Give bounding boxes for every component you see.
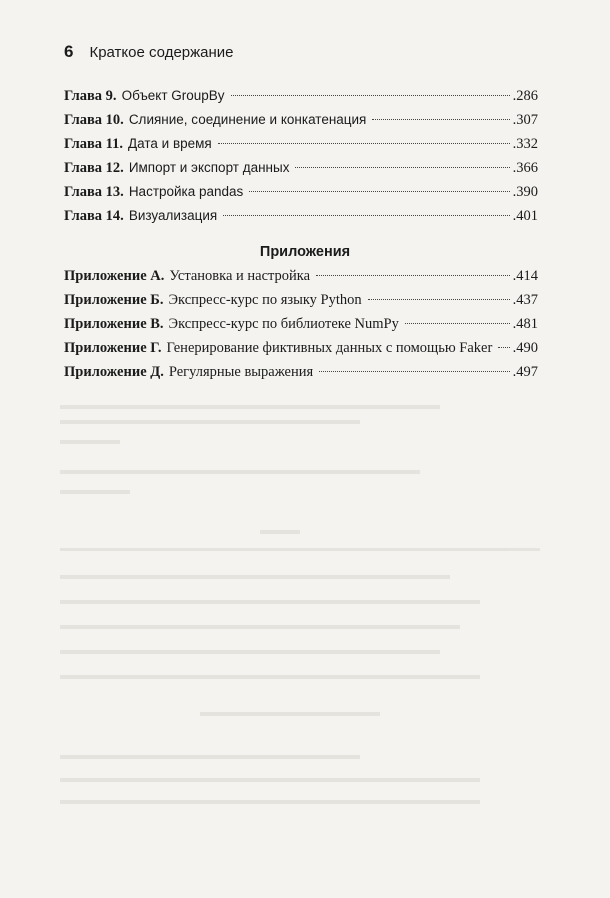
toc-entry[interactable] [64,112,538,136]
chapter-label: Глава 11. [64,136,124,152]
toc-entry[interactable] [64,136,538,160]
appendix-title: Регулярные выражения [168,364,314,380]
toc-entry[interactable] [64,268,538,292]
running-title: Краткое содержание [89,44,234,61]
chapter-label: Глава 13. [64,184,124,200]
page-reference: .286 [512,88,538,104]
chapter-title: Дата и время [128,136,212,151]
dot-leader [372,119,509,120]
toc-entry[interactable] [64,340,538,364]
page-header [64,42,234,64]
chapter-label: Глава 10. [64,112,124,128]
chapter-label: Глава 9. [64,88,117,104]
dot-leader [319,371,509,372]
chapter-title: Слияние, соединение и конкатенация [128,112,367,127]
chapter-list [64,88,538,232]
appendix-label: Приложение Д. [64,364,164,380]
toc-entry[interactable] [64,208,538,232]
chapter-title: Объект GroupBy [121,88,225,103]
dot-leader [316,275,510,276]
toc-entry[interactable] [64,316,538,340]
page-reference: .490 [512,340,538,356]
toc-entry[interactable] [64,292,538,316]
dot-leader [218,143,510,144]
page-number: 6 [64,42,74,61]
appendix-label: Приложение А. [64,268,165,284]
dot-leader [295,167,509,168]
toc-entry[interactable] [64,88,538,112]
chapter-title: Визуализация [128,208,218,223]
dot-leader [498,347,509,348]
appendix-label: Приложение В. [64,316,164,332]
toc-entry[interactable] [64,184,538,208]
page-reference: .401 [512,208,538,224]
dot-leader [223,215,509,216]
toc-entry[interactable] [64,160,538,184]
appendix-label: Приложение Б. [64,292,164,308]
appendix-title: Генерирование фиктивных данных с помощью Faker [166,340,493,356]
page-reference: .481 [512,316,538,332]
appendix-label: Приложение Г. [64,340,162,356]
appendix-title: Установка и настройка [169,268,311,284]
page-reference: .307 [512,112,538,128]
chapter-title: Импорт и экспорт данных [128,160,290,175]
chapter-label: Глава 12. [64,160,124,176]
dot-leader [249,191,509,192]
page-reference: .366 [512,160,538,176]
dot-leader [405,323,510,324]
appendix-title: Экспресс-курс по библиотеке NumPy [168,316,399,332]
appendix-section-heading: Приложения [259,244,351,260]
dot-leader [368,299,510,300]
chapter-label: Глава 14. [64,208,124,224]
page-reference: .497 [512,364,538,380]
page-reference: .390 [512,184,538,200]
appendix-title: Экспресс-курс по языку Python [168,292,362,308]
appendix-list [64,268,538,388]
toc-entry[interactable] [64,364,538,388]
page-reference: .437 [512,292,538,308]
chapter-title: Настройка pandas [128,184,244,199]
page-reference: .414 [512,268,538,284]
page-reference: .332 [512,136,538,152]
dot-leader [231,95,510,96]
